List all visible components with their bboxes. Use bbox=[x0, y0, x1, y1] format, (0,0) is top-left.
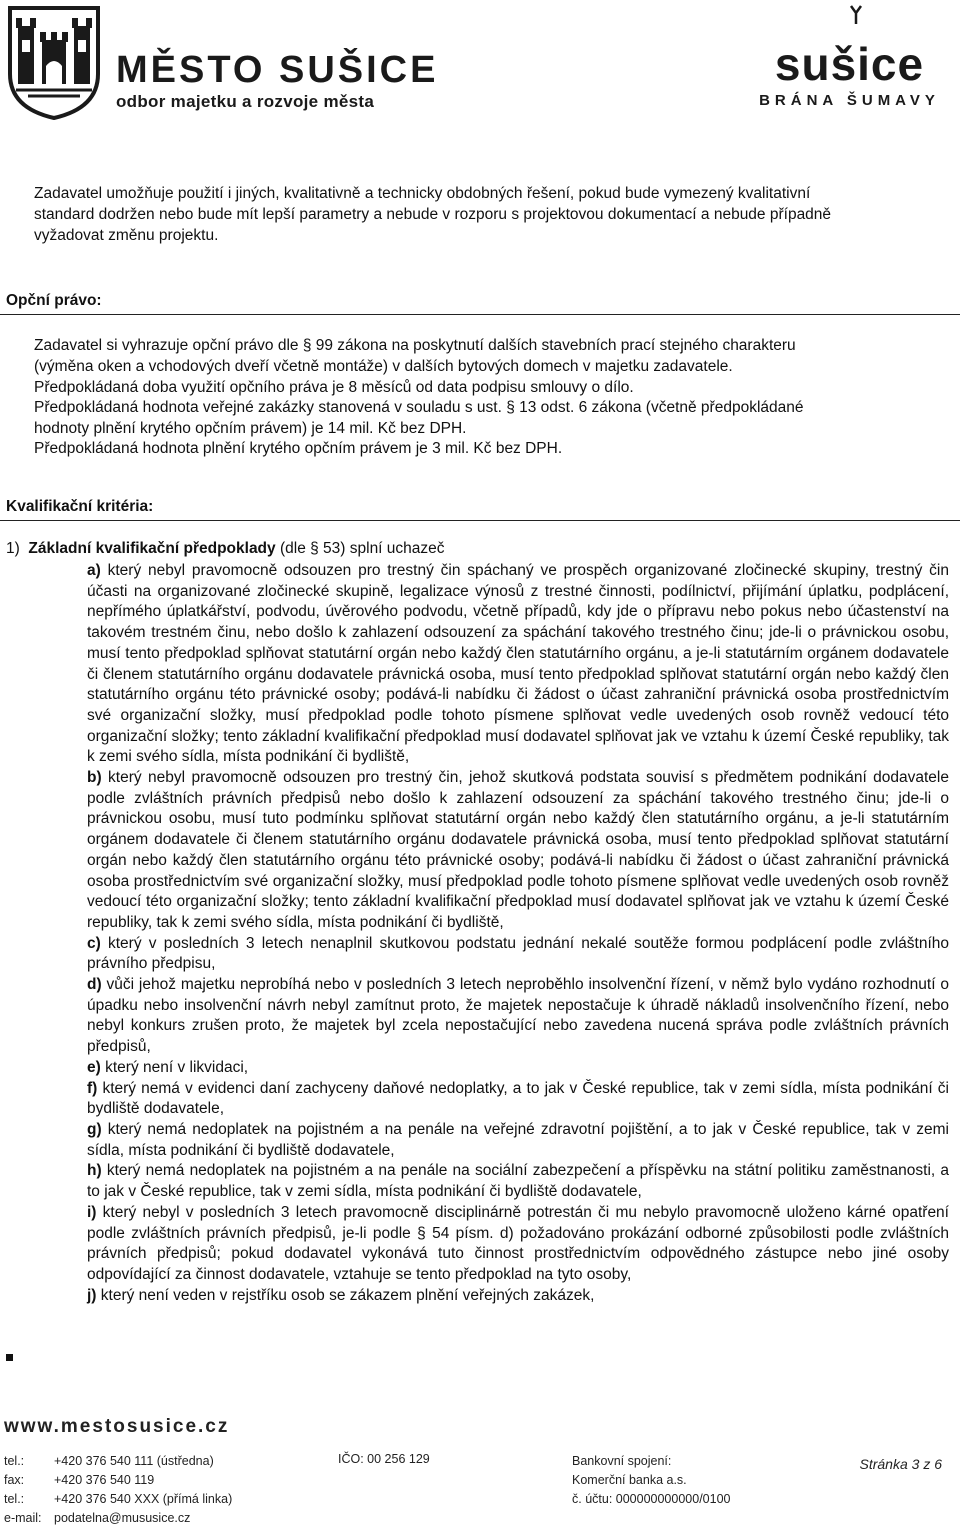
contact-row bbox=[4, 1471, 232, 1490]
criteria-title-bold: Základní kvalifikační předpoklady bbox=[28, 540, 276, 557]
item-text: který není veden v rejstříku osob se zákazem plnění veřejných zakázek, bbox=[96, 1286, 595, 1304]
item-label: d) bbox=[87, 976, 102, 994]
item-text: který nemá nedoplatek na pojistném a na penále na sociální zabezpečení a příspěvku na státní politiku zaměstnanosti, a to jak v České republice, tak v zemi sídla, místa podnikání či bydliště dodavatele, bbox=[87, 1162, 949, 1201]
item-text: který nebyl pravomocně odsouzen pro trestný čin, jehož skutková podstata souvisí s předmětem podnikání dodavatele podle zvláštních právních předpisů nebo došlo k zahlazení odsouzení za spáchání takového trestného činu; jde-li o právnickou osobu, musí tuto podmínku splňovat statutární orgán nebo každý člen statutárního orgánu, a je-li statutárním orgánem dodavatele či členem statutárního orgánu dodavatele právnická osoba, musí tento předpoklad splňovat statutární orgán nebo každý člen statutárního orgánu této právnické osoby; podává-li nabídku či žádost o účast zahraniční právnická osoba prostřednictvím své organizační složky, musí předpoklad podle tohoto písmene splňovat vedle uvedených osob rovněž vedoucí této organizační složky; tento základní kvalifikační předpoklad musí dodavatel splňovat jak ve vztahu k území České republiky, tak k zemi svého sídla, místa podnikání či bydliště, bbox=[87, 769, 949, 931]
item-label: j) bbox=[87, 1286, 97, 1304]
town-name: MĚSTO SUŠICE bbox=[116, 49, 439, 91]
item-label: c) bbox=[87, 934, 101, 952]
criteria-heading: Kvalifikační kritéria: bbox=[6, 498, 154, 515]
section-divider bbox=[0, 520, 960, 521]
contact-key: fax: bbox=[4, 1473, 25, 1487]
contact-value: +420 376 540 111 (ústředna) bbox=[54, 1454, 214, 1468]
intro-line: Zadavatel umožňuje použití i jiných, kvalitativně a technicky obdobných řešení, pokud bude vymezený kvalitativní bbox=[34, 185, 811, 202]
ico-number: IČO: 00 256 129 bbox=[338, 1452, 430, 1466]
contact-value: +420 376 540 119 bbox=[54, 1473, 155, 1487]
item-text: který v posledních 3 letech nenaplnil skutkovou podstatu jednání nekalé soutěže formou podplácení podle zvláštního právního předpisu, bbox=[87, 934, 949, 973]
letterhead bbox=[0, 0, 960, 125]
list-item bbox=[87, 1058, 949, 1079]
list-item bbox=[87, 1286, 949, 1307]
contact-row bbox=[4, 1509, 232, 1528]
bank-info bbox=[572, 1452, 730, 1509]
intro-line: standard dodržen nebo bude mít lepší parametry a nebude v rozporu s projektovou dokumentací a nebude případně bbox=[34, 206, 832, 223]
option-line: Předpokládaná doba využití opčního práva je 8 měsíců od data podpisu smlouvy o dílo. bbox=[34, 379, 634, 396]
page-number: Stránka 3 z 6 bbox=[859, 1456, 942, 1472]
list-item bbox=[87, 1203, 949, 1286]
list-item bbox=[87, 1120, 949, 1161]
website-link[interactable]: www.mestosusice.cz bbox=[4, 1416, 230, 1437]
item-label: a) bbox=[87, 562, 101, 579]
contact-value[interactable]: podatelna@mususice.cz bbox=[54, 1511, 191, 1525]
option-line: Zadavatel si vyhrazuje opční právo dle § 99 zákona na poskytnutí dalších stavebních prací stejného charakteru bbox=[34, 337, 796, 354]
item-text: který nemá nedoplatek na pojistném a na penále na veřejné zdravotní pojištění, a to jak v České republice, tak v zemi sídla, místa podnikání či bydliště dodavatele, bbox=[87, 1120, 949, 1159]
item-text: který není v likvidaci, bbox=[100, 1058, 249, 1076]
contact-row bbox=[4, 1490, 232, 1509]
item-label: f) bbox=[87, 1079, 98, 1097]
list-item bbox=[87, 1161, 949, 1202]
town-crest-icon bbox=[6, 4, 102, 120]
bullet-mark bbox=[6, 1354, 13, 1361]
bank-line: Komerční banka a.s. bbox=[572, 1473, 687, 1487]
list-item bbox=[87, 975, 949, 1058]
option-line: Předpokládaná hodnota plnění krytého opčním právem je 3 mil. Kč bez DPH. bbox=[34, 440, 563, 457]
criteria-title-rest: (dle § 53) splní uchazeč bbox=[275, 540, 445, 557]
item-label: b) bbox=[87, 769, 102, 787]
department-name: odbor majetku a rozvoje města bbox=[116, 92, 375, 111]
brand-name: sušice bbox=[774, 38, 925, 90]
item-label: i) bbox=[87, 1203, 97, 1221]
contact-key: tel.: bbox=[4, 1492, 25, 1506]
brand-logo bbox=[757, 4, 942, 114]
list-item bbox=[87, 934, 949, 975]
brand-mark-icon bbox=[849, 4, 863, 26]
option-heading: Opční právo: bbox=[6, 292, 102, 309]
option-line: (výměna oken a vchodových dveří včetně montáže) v dalších bytových domech v majetku zadavatele. bbox=[34, 358, 733, 375]
list-item bbox=[87, 768, 949, 934]
item-text: který nemá v evidenci daní zachyceny daňové nedoplatky, a to jak v České republice, tak v zemi sídla, místa podnikání či bydliště dodavatele, bbox=[87, 1079, 949, 1118]
section-divider bbox=[0, 314, 960, 315]
item-label: g) bbox=[87, 1120, 102, 1138]
option-line: hodnoty plnění krytého opčním právem) je 14 mil. Kč bez DPH. bbox=[34, 420, 467, 437]
list-item bbox=[87, 1079, 949, 1120]
contact-list bbox=[4, 1452, 232, 1528]
contact-key: e-mail: bbox=[4, 1511, 42, 1525]
list-item bbox=[87, 561, 949, 768]
criteria-list bbox=[87, 561, 949, 1306]
town-block bbox=[116, 50, 438, 112]
item-text: vůči jehož majetku neprobíhá nebo v posledních 3 letech neproběhlo insolvenční řízení, v němž bylo vydáno rozhodnutí o úpadku nebo insolvenční návrh nebyl zamítnut proto, že majetek nepostačuje k úhradě nákladů insolvenčního řízení, nebo nebyl konkurs zrušen proto, že majetek byl zcela nepostačující nebo zavedena nucená správa podle zvláštních právních předpisů, bbox=[87, 976, 949, 1056]
item-label: e) bbox=[87, 1058, 101, 1076]
bank-line: č. účtu: 000000000000/0100 bbox=[572, 1492, 731, 1506]
item-label: h) bbox=[87, 1162, 102, 1180]
criteria-number: 1) bbox=[6, 540, 20, 557]
contact-key: tel.: bbox=[4, 1454, 25, 1468]
intro-line: vyžadovat změnu projektu. bbox=[34, 227, 219, 244]
brand-tagline: BRÁNA ŠUMAVY bbox=[759, 92, 940, 109]
item-text: který nebyl pravomocně odsouzen pro trestný čin spáchaný ve prospěch organizované zločinecké skupiny, trestný čin účasti na organizované zločinecké skupině, legalizace výnosů z trestné činnosti, podílnictví, přijímání úplatku, podplácení, nepřímého úplatkářství, podvodu, úvěrového podvodu, včetně případů, kdy jde o přípravu nebo pokus nebo účastenství na takovém trestném činu, nebo došlo k zahlazení odsouzení za spáchání takového trestného činu; jde-li o právnickou osobu, musí tento předpoklad splňovat statutární orgán nebo každý člen statutárního orgánu, a je-li statutárním orgánem dodavatele či členem statutárního orgánu dodavatele právnická osoba, musí tento předpoklad splňovat statutární orgán nebo každý člen statutárního orgánu této právnické osoby; podává-li nabídku či žádost o účast zahraniční právnická osoba prostřednictvím své organizační složky, musí předpoklad podle tohoto písmene splňovat vedle uvedených osob rovněž vedoucí této organizační složky; tento základní kvalifikační předpoklad musí dodavatel splňovat jak ve vztahu k území České republiky, tak k zemi svého sídla, místa podnikání či bydliště, bbox=[87, 562, 949, 766]
item-text: který nebyl v posledních 3 letech pravomocně disciplinárně potrestán či mu nebylo pravomocně uloženo kárné opatření podle zvláštních právních předpisů, je-li podle § 54 písm. d) požadováno prokázání odborné způsobilosti podle zvláštních právních předpisů; pokud dodavatel vykonává tuto činnost prostřednictvím odpovědného zástupce nebo jiné osoby odpovídající za činnost dodavatele, vztahuje se tento předpoklad na tyto osoby, bbox=[87, 1203, 949, 1283]
bank-line: Bankovní spojení: bbox=[572, 1454, 672, 1468]
option-line: Předpokládaná hodnota veřejné zakázky stanovená v souladu s ust. § 13 odst. 6 zákona (včetně předpokládané bbox=[34, 399, 804, 416]
contact-row bbox=[4, 1452, 232, 1471]
contact-value: +420 376 540 XXX (přímá linka) bbox=[54, 1492, 233, 1506]
criteria-title bbox=[6, 540, 445, 558]
footer bbox=[0, 1412, 960, 1532]
